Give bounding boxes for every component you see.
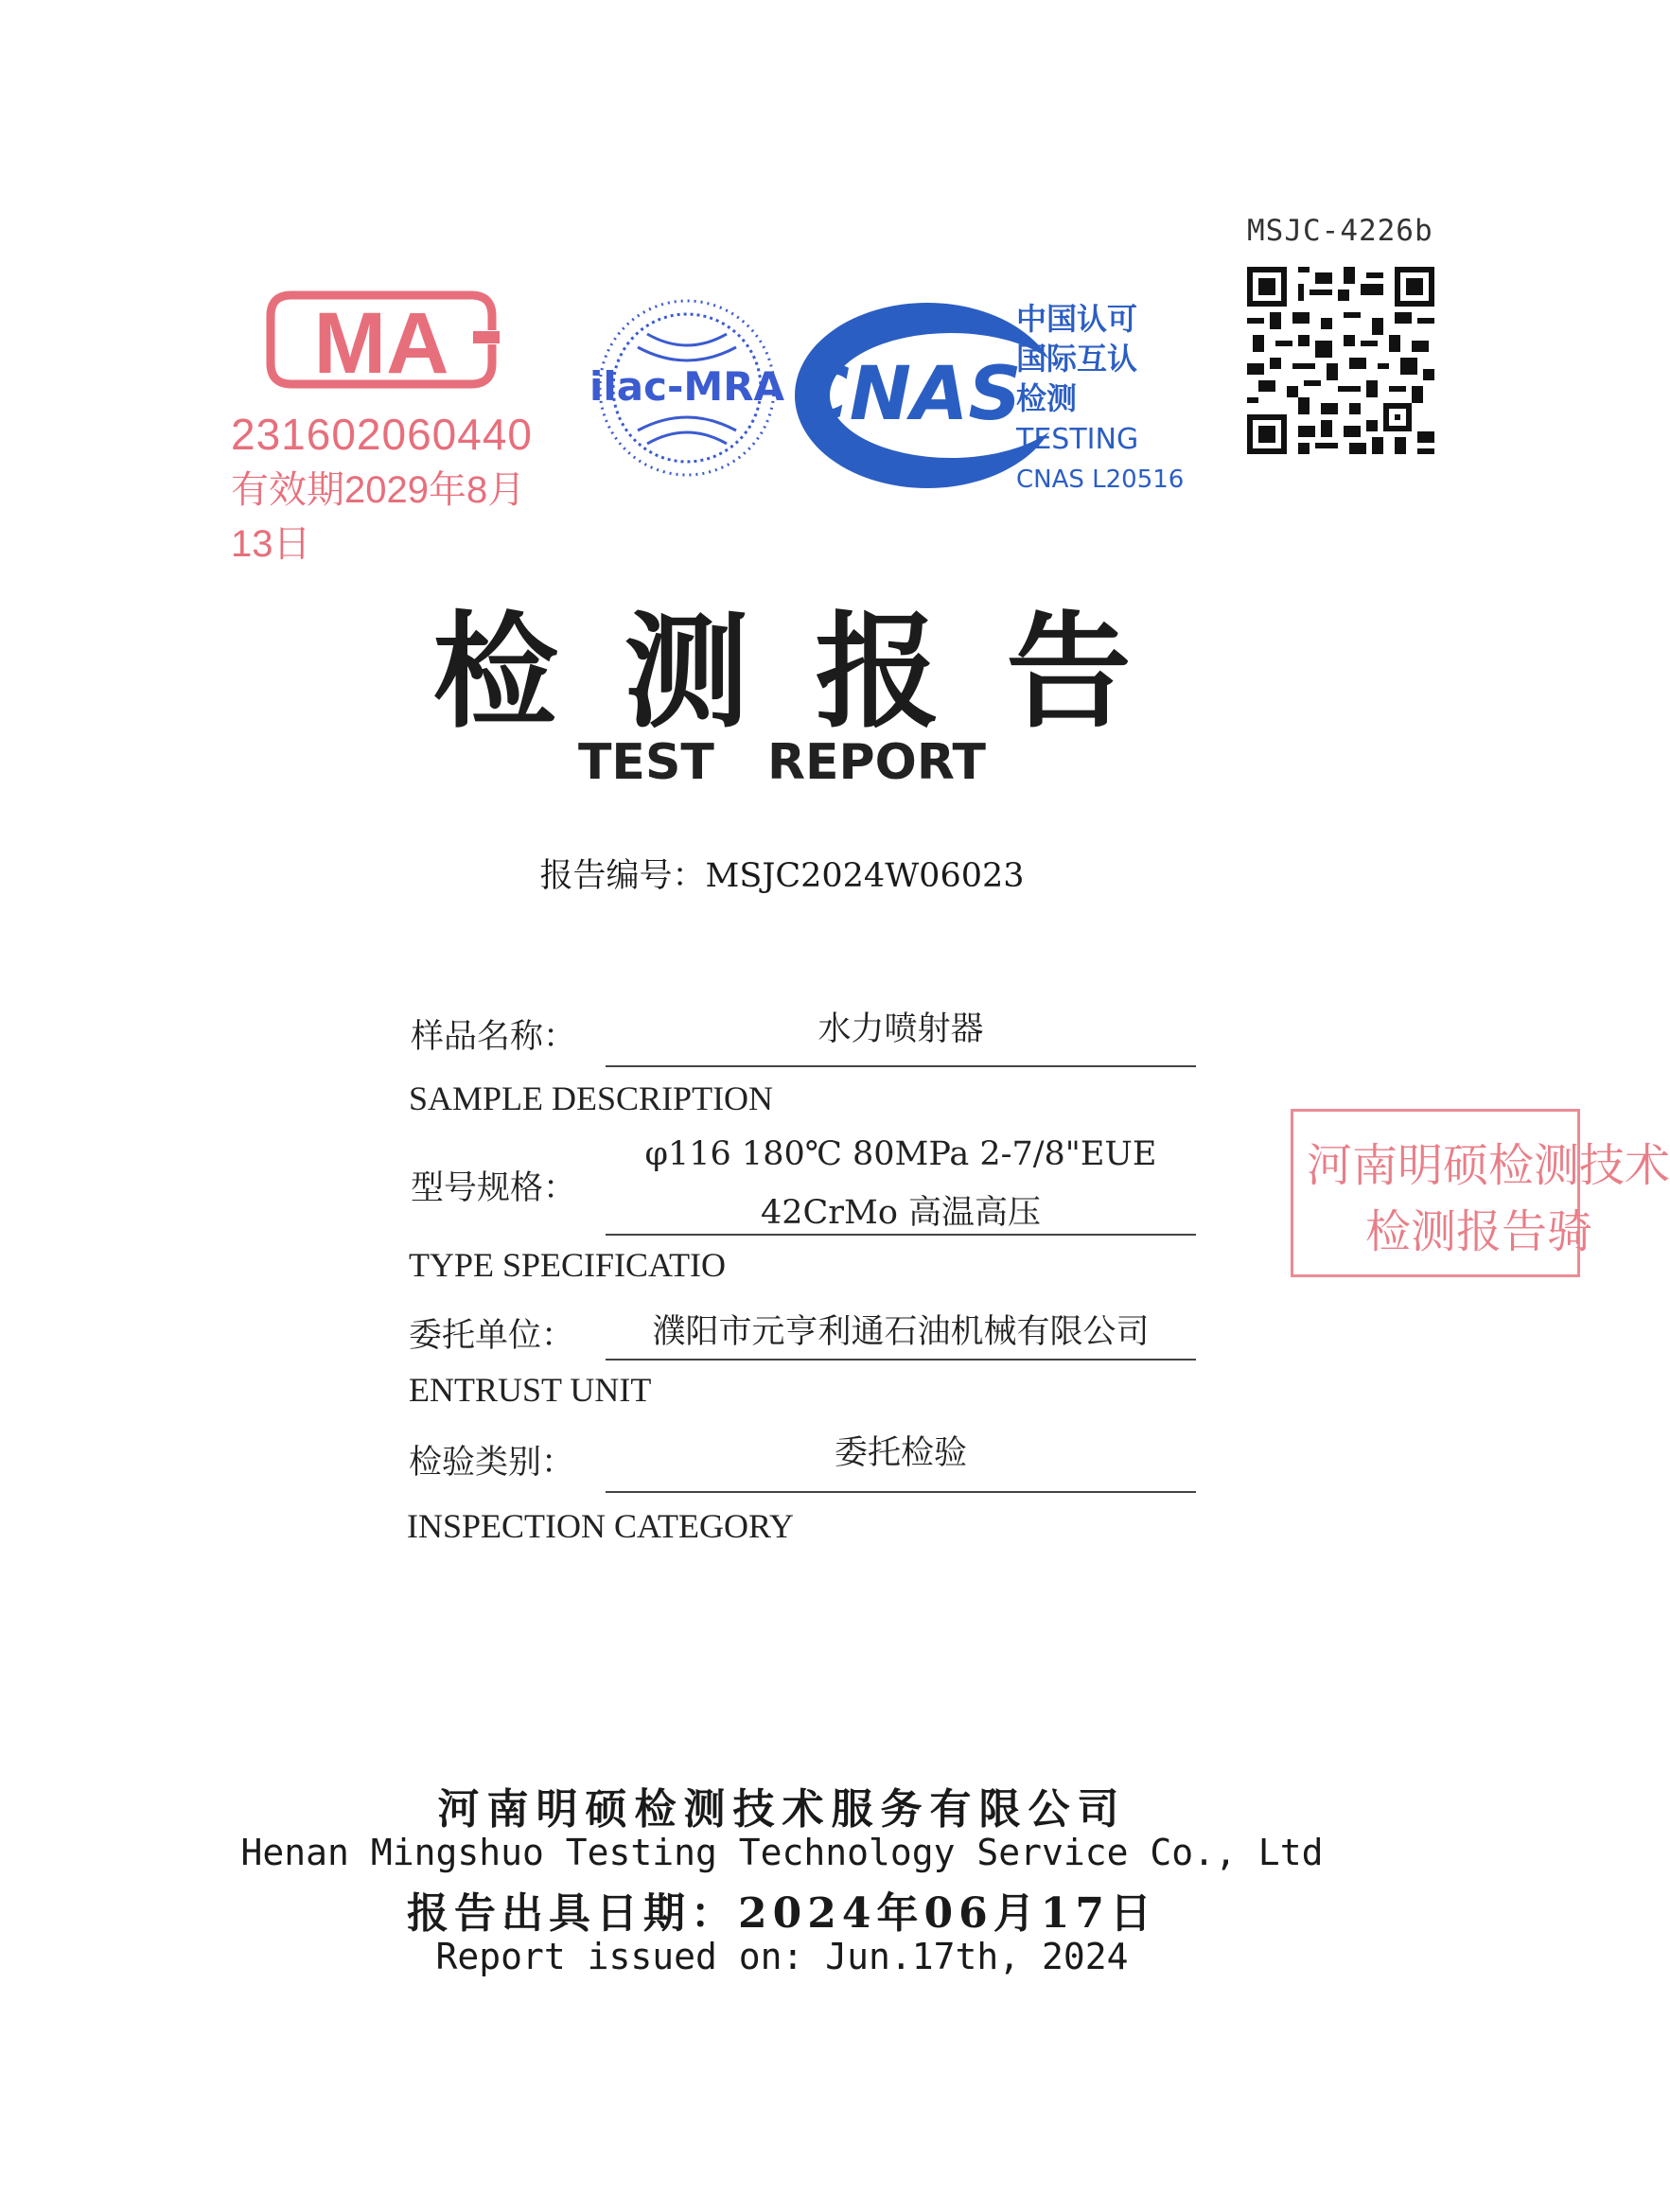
cma-logo-icon xyxy=(263,288,500,392)
inspection-label-en: INSPECTION CATEGORY xyxy=(407,1507,795,1545)
company-name-en: Henan Mingshuo Testing Technology Service Co., Ltd xyxy=(240,1832,1324,1873)
type-underline xyxy=(606,1234,1196,1236)
seal-stamp-line-2: 检测报告骑 xyxy=(1365,1205,1593,1258)
entrust-underline xyxy=(606,1359,1196,1361)
cnas-line-2: 国际互认 xyxy=(1016,341,1138,377)
entrust-label: 委托单位： xyxy=(409,1317,575,1355)
cnas-line-1: 中国认可 xyxy=(1016,301,1138,337)
svg-text:CNAS: CNAS xyxy=(795,352,1022,437)
inspection-label: 检验类别： xyxy=(409,1444,575,1482)
issue-date: 报告出具日期：2024年06月17日 xyxy=(407,1889,1157,1938)
report-number-value: MSJC2024W06023 xyxy=(705,857,1025,895)
svg-text:MA: MA xyxy=(313,295,449,392)
type-label: 型号规格： xyxy=(411,1169,577,1207)
cnas-accreditation-text xyxy=(1016,299,1184,500)
type-value-line1: φ116 180℃ 80MPa 2-7/8"EUE xyxy=(644,1135,1157,1173)
page-title-en: TEST REPORT xyxy=(577,734,987,791)
seal-stamp xyxy=(1291,1109,1670,1277)
cma-stamp xyxy=(227,280,539,565)
qr-code-icon xyxy=(1247,267,1434,454)
cma-number: 231602060440 xyxy=(231,410,533,459)
sample-value: 水力喷射器 xyxy=(817,1010,984,1048)
cnas-number: CNAS L20516 xyxy=(1016,465,1185,494)
ilac-mra-icon xyxy=(589,289,785,487)
cnas-testing: TESTING xyxy=(1016,423,1139,456)
type-label-en: TYPE SPECIFICATIO xyxy=(409,1246,727,1284)
cma-validity: 有效期2029年8月13日 xyxy=(231,469,526,565)
report-number-label: 报告编号： xyxy=(539,857,706,895)
issue-date-en: Report issued on: Jun.17th, 2024 xyxy=(435,1936,1129,1977)
company-name: 河南明硕检测技术服务有限公司 xyxy=(437,1785,1127,1834)
page-title: 检测报告 xyxy=(432,599,1198,746)
sample-underline xyxy=(606,1065,1196,1067)
entrust-label-en: ENTRUST UNIT xyxy=(409,1371,652,1409)
entrust-value: 濮阳市元亨利通石油机械有限公司 xyxy=(652,1313,1150,1351)
report-number xyxy=(0,850,1564,897)
sample-label: 样品名称： xyxy=(411,1018,577,1056)
cnas-line-3: 检测 xyxy=(1016,380,1078,416)
sample-label-en: SAMPLE DESCRIPTION xyxy=(409,1080,774,1117)
inspection-value: 委托检验 xyxy=(834,1434,967,1472)
inspection-underline xyxy=(606,1491,1196,1493)
svg-text:ilac-MRA: ilac-MRA xyxy=(589,363,785,410)
seal-stamp-line-1: 河南明硕检测技术 xyxy=(1307,1139,1670,1192)
document-code: MSJC-4226b xyxy=(1247,214,1433,248)
type-value-line2: 42CrMo 高温高压 xyxy=(760,1194,1042,1232)
